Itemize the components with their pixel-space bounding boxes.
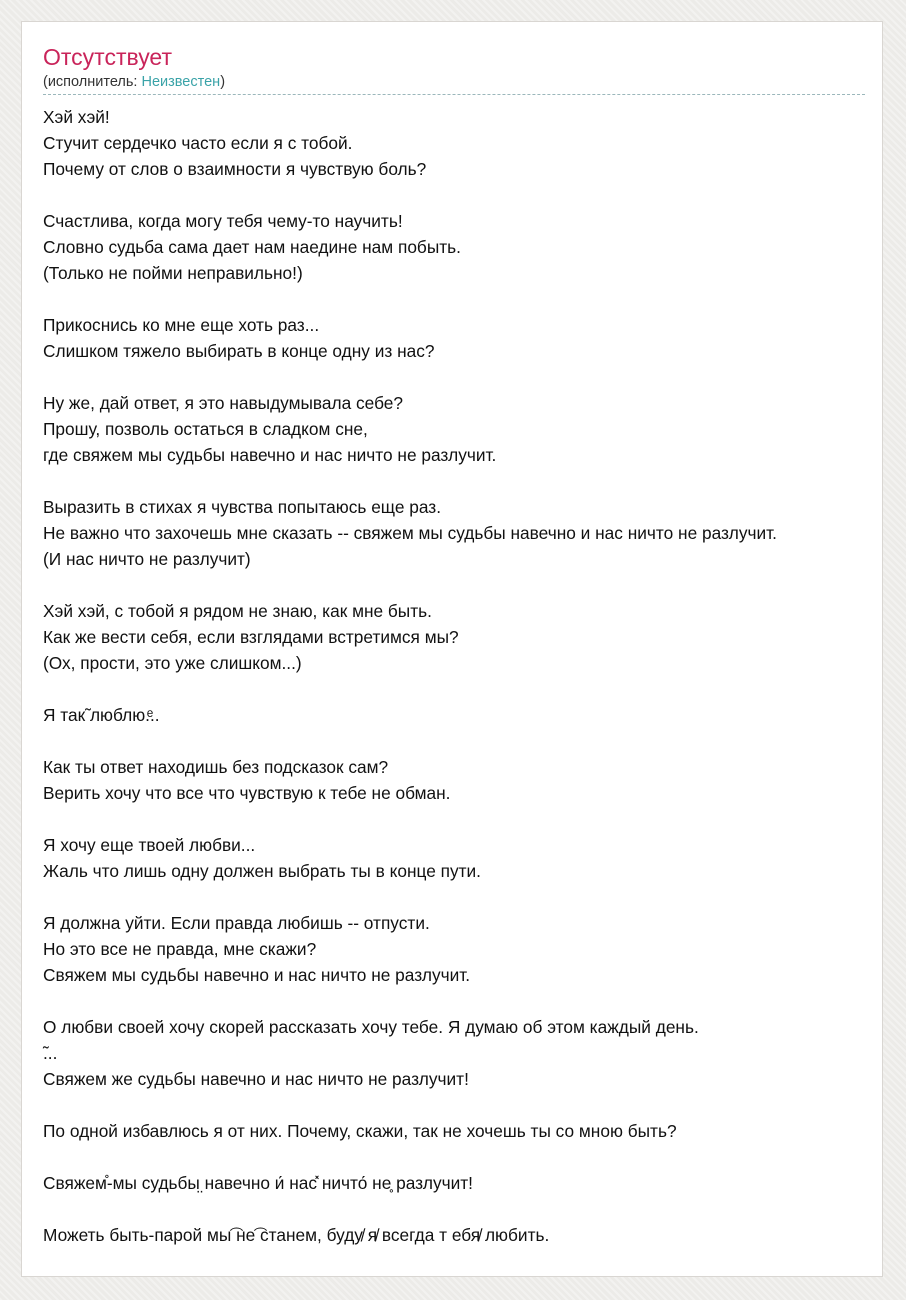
artist-link[interactable]: Неизвестен: [141, 74, 221, 90]
lyrics-line: (И нас ничто не разлучит): [43, 549, 251, 569]
lyrics-line: Можеть быть-парой мы͡ не͡ станем, буду̸ я̸ всегда т ебя̸ любить.: [43, 1225, 550, 1245]
artist-suffix: ): [220, 74, 226, 90]
lyrics-line: Слишком тяжело выбирать в конце одну из нас?: [43, 341, 435, 361]
lyrics-line: Я так̃ люблю.ͤ..: [43, 705, 160, 725]
lyrics-line: Но это все не правда, мне скажи?: [43, 939, 317, 959]
lyrics-stanza: [43, 1222, 777, 1248]
lyrics-line: Хэй хэй, с тобой я рядом не знаю, как мне быть.: [43, 601, 432, 621]
lyrics-line: Верить хочу что все что чувствую к тебе не обман.: [43, 783, 451, 803]
lyrics-line: Как же вести себя, если взглядами встретимся мы?: [43, 627, 459, 647]
lyrics-line: Как ты ответ находишь без подсказок сам?: [43, 757, 389, 777]
artist-prefix: (исполнитель:: [43, 74, 142, 90]
divider: [43, 94, 865, 95]
lyrics-line: Выразить в стихах я чувства попытаюсь еще раз.: [43, 497, 441, 517]
lyrics-stanza: [43, 312, 777, 364]
lyrics-line: ̃...: [43, 1043, 58, 1063]
artist-line: [43, 74, 225, 90]
lyrics-stanza: [43, 910, 777, 988]
lyrics-stanza: [43, 754, 777, 806]
lyrics-stanza: [43, 390, 777, 468]
lyrics-line: (Только не пойми неправильно!): [43, 263, 303, 283]
lyrics-line: Прошу, позволь остаться в сладком сне,: [43, 419, 368, 439]
lyrics-stanza: [43, 494, 777, 572]
lyrics-line: Словно судьба сама дает нам наедине нам побыть.: [43, 237, 461, 257]
lyrics-stanza: [43, 1170, 777, 1196]
lyrics-line: где свяжем мы судьбы навечно и нас ничто не разлучит.: [43, 445, 497, 465]
lyrics-card: [21, 21, 883, 1277]
lyrics-stanza: [43, 1014, 777, 1092]
lyrics-stanza: [43, 208, 777, 286]
song-title: Отсутствует: [43, 44, 172, 70]
lyrics-line: По одной избавлюсь я от них. Почему, скажи, так не хочешь ты со мною быть?: [43, 1121, 677, 1141]
lyrics-line: Стучит сердечко часто если я с тобой.: [43, 133, 353, 153]
lyrics-line: Прикоснись ко мне еще хоть раз...: [43, 315, 320, 335]
lyrics-line: Почему от слов о взаимности я чувствую боль?: [43, 159, 427, 179]
lyrics-stanza: [43, 702, 777, 728]
lyrics-stanza: [43, 598, 777, 676]
lyrics-stanza: [43, 1118, 777, 1144]
lyrics-line: Не важно что захочешь мне сказать -- свяжем мы судьбы навечно и нас ничто не разлучит.: [43, 523, 777, 543]
lyrics-line: Ну же, дай ответ, я это навыдумывала себе?: [43, 393, 404, 413]
lyrics-stanza: [43, 104, 777, 182]
lyrics-line: Свяжем мы судьбы навечно и нас ничто не разлучит.: [43, 965, 471, 985]
lyrics-line: Свяжем же судьбы навечно и нас ничто не разлучит!: [43, 1069, 469, 1089]
lyrics-line: Хэй хэй!: [43, 107, 110, 127]
lyrics-line: Счастлива, когда могу тебя чему-то научить!: [43, 211, 403, 231]
lyrics-line: Я хочу еще твоей любви...: [43, 835, 256, 855]
lyrics-text: [43, 104, 777, 1274]
lyrics-line: Свяжем̊-мы судьбы̤ навечно и́ нас̽ ничто́ не̥ разлучит!: [43, 1173, 473, 1193]
lyrics-stanza: [43, 832, 777, 884]
lyrics-line: Жаль что лишь одну должен выбрать ты в конце пути.: [43, 861, 481, 881]
lyrics-line: Я должна уйти. Если правда любишь -- отпусти.: [43, 913, 430, 933]
lyrics-line: О любви своей хочу скорей рассказать хочу тебе. Я думаю об этом каждый день.: [43, 1017, 699, 1037]
lyrics-line: (Ох, прости, это уже слишком...): [43, 653, 302, 673]
